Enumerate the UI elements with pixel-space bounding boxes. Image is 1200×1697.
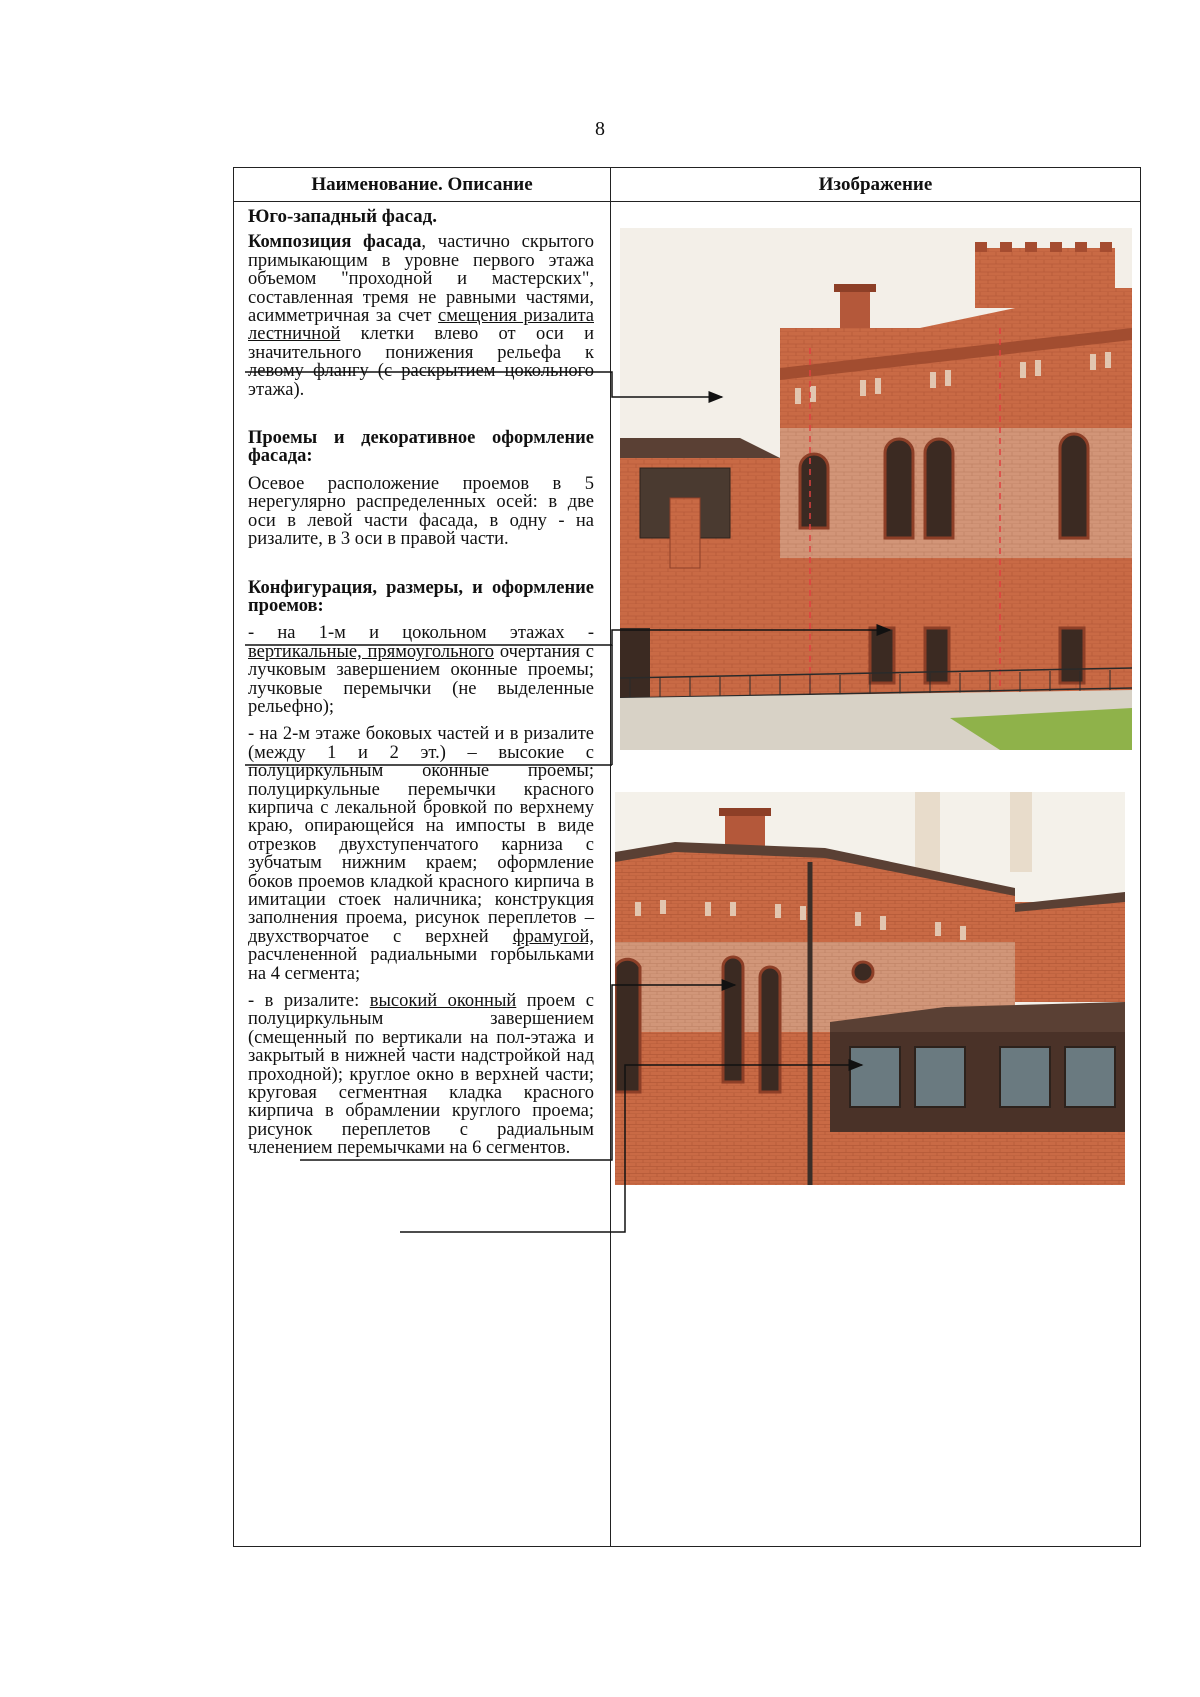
facade-photo-2 [615,792,1125,1185]
config-item-3: - в ризалите: высокий оконный проем с полуциркульным завершением (смещенный по вертикали на пол-этажа и закрытый в нижней части надстройкой над проходной); круглое окно в верхней части; круговая сегментная кладка красного кирпича в обрамлении круглого проема; рисунок переплетов с радиальным членением перемычками на 6 сегментов. [248,991,594,1159]
facade-photo-1 [620,228,1132,750]
composition-text-end: клетки влево от оси и значительного понижения рельефа к левому флангу (с раскрытием цокольного этажа). [248,324,594,400]
header-image: Изображение [818,174,933,195]
composition-title: Композиция фасада [248,232,422,253]
column-divider [610,168,611,1546]
composition-paragraph [248,233,594,399]
table-header-row [234,168,1140,202]
section-title: Юго-западный фасад. [248,206,437,227]
configuration-title: Конфигурация, размеры, и оформление проемов: [248,577,594,616]
config-item-2: - на 2-м этаже боковых частей и в ризалите (между 1 и 2 эт.) – высокие с полуциркульным оконные проемы; полуциркульные перемычки красного кирпича с лекальной бровкой по верхнему краю, опирающейся на импосты в виде отрезков двухступенчатого карниза с зубчатым нижним краем; оформление боков проемов кладкой красного кирпича в имитации стоек наличника; конструкция заполнения проема, рисунок переплетов – двухстворчатое с верхней фрамугой, расчлененной радиальными горбыльками на 4 сегмента; [248,724,594,984]
openings-title: Проемы и декоративное оформление фасада: [248,428,594,467]
description-table [233,167,1141,1547]
config-item-1: - на 1-м и цокольном этажах - вертикальные, прямоугольного очертания с лучковым завершением оконные проемы; лучковые перемычки (не выделенные рельефно); [248,623,594,717]
composition-text: , частично скрытого примыкающим в уровне первого этажа объемом "проходной и мастерских", составленная тремя не равными частями, асимметричная за счет [248,232,595,327]
composition-underlined: смещения ризалита лестничной [248,306,594,345]
header-description: Наименование. Описание [311,174,533,195]
openings-text: Осевое расположение проемов в 5 нерегулярно распределенных осей: в две оси в левой части фасада, в одну - на ризалите, в 3 оси в правой части. [248,473,594,550]
page-number: 8 [595,118,605,140]
description-cell [248,208,594,1158]
